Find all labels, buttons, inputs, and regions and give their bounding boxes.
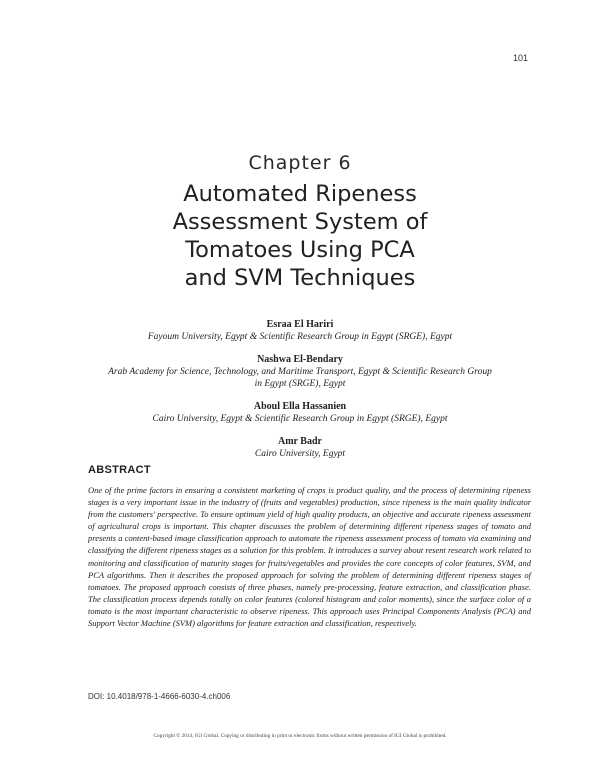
author-affiliation: Fayoum University, Egypt & Scientific Research Group in Egypt (SRGE), Egypt [147,332,453,342]
title-line: Tomatoes Using PCA [185,237,415,263]
author-name: Aboul Ella Hassanien [253,401,347,412]
author-block [90,318,510,343]
author-list [90,318,510,470]
author-affiliation: Cairo University, Egypt & Scientific Research Group in Egypt (SRGE), Egypt [152,414,448,424]
author-name: Amr Badr [278,436,322,447]
chapter-title [60,180,540,292]
author-block [90,400,510,425]
author-name: Nashwa El-Bendary [257,354,343,365]
author-block [90,353,510,390]
title-line: Assessment System of [172,209,428,235]
author-affiliation: in Egypt (SRGE), Egypt [254,379,346,389]
author-block [90,435,510,460]
author-name: Esraa El Hariri [266,319,334,330]
abstract-body: One of the prime factors in ensuring a consistent marketing of crops is product quality, and the process of determining ripeness stages is a very important issue in the industry of (fruits and vegetables) production, since ripeness is the main quality indicator from the customers' perspective. To ensure optimum yield of high quality products, an objective and accurate ripeness assessment of agricultural crops is important. This chapter discusses the problem of determining different ripeness stages of tomato and presents a content-based image classification approach to automate the ripeness assessment process of tomato via examining and classifying the different ripeness stages as a solution for this problem. It introduces a survey about resent research work related to monitoring and classification of maturity stages for fruits/vegetables and provides the core concepts of color features, SVM, and PCA algorithms. Then it describes the proposed approach for solving the problem of determining different ripeness stages of tomatoes. The proposed approach consists of three phases, namely pre-processing, feature extraction, and classification phase. The classification process depends totally on color features (colored histogram and color moments), since the surface color of a tomato is the most important characteristic to observe ripeness. This approach uses Principal Components Analysis (PCA) and Support Vector Machine (SVM) algorithms for feature extraction and classification, respectively. [88,485,531,629]
chapter-label: Chapter 6 [248,152,352,174]
title-line: Automated Ripeness [183,181,417,207]
doi: DOI: 10.4018/978-1-4666-6030-4.ch006 [88,692,231,701]
author-affiliation: Arab Academy for Science, Technology, and Maritime Transport, Egypt & Scientific Research Group [108,367,492,377]
copyright-notice: Copyright © 2014, IGI Global. Copying or distributing in print or electronic forms without written permission of IGI Global is prohibited. [153,733,447,739]
title-line: and SVM Techniques [184,265,416,291]
page-number: 101 [512,53,528,63]
abstract-heading: ABSTRACT [88,464,151,476]
author-affiliation: Cairo University, Egypt [254,449,346,459]
